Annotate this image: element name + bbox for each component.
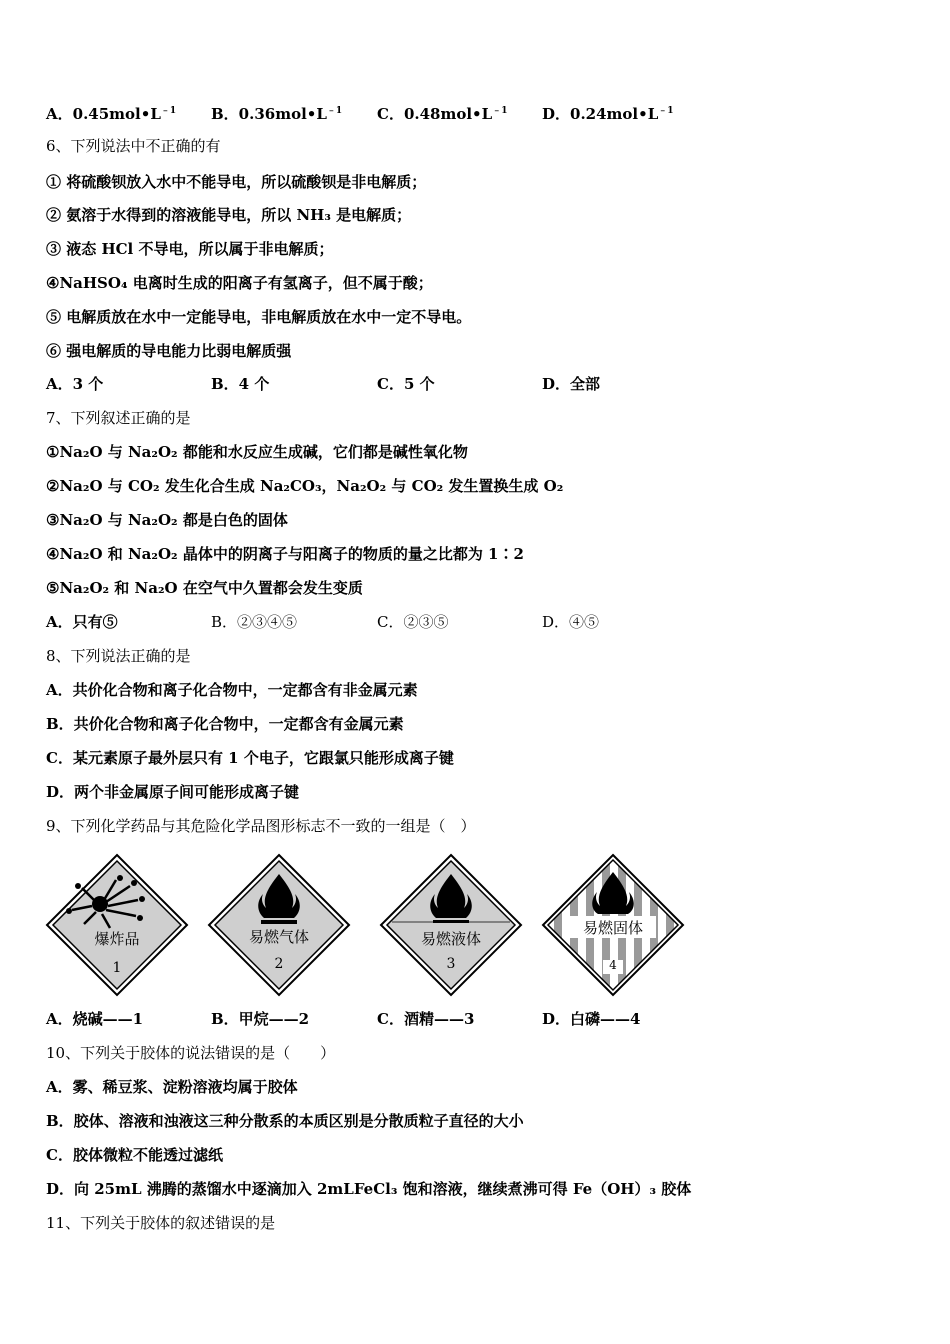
q8-option-c: C．某元素原子最外层只有 1 个电子，它跟氯只能形成离子键	[46, 749, 454, 767]
sign-label-flammable-solid: 易燃固体	[582, 919, 643, 937]
q7-option-b: B．②③④⑤	[211, 613, 298, 631]
sign-number-1: 1	[112, 960, 122, 976]
q9-option-c: C．酒精——3	[377, 1010, 475, 1028]
q6-option-c: C．5 个	[377, 375, 435, 393]
explosive-sign	[44, 852, 190, 998]
q7-option-a: A．只有⑤	[46, 613, 118, 631]
q6-item-3: ③ 液态 HCl 不导电，所以属于非电解质；	[46, 240, 334, 258]
q10-stem: 10、下列关于胶体的说法错误的是（ ）	[46, 1044, 336, 1062]
flame-icon	[378, 852, 524, 998]
q7-item-4: ④Na₂O 和 Na₂O₂ 晶体中的阴离子与阳离子的物质的量之比都为 1∶2	[46, 545, 524, 563]
q5-option-b: B．$0.36mol•L^{﹣1}$	[211, 105, 343, 123]
q7-stem: 7、下列叙述正确的是	[46, 409, 191, 427]
sign-label-explosive: 爆炸品	[94, 930, 140, 948]
q6-stem: 6、下列说法中不正确的有	[46, 137, 221, 155]
hazard-signs	[44, 852, 684, 998]
q11-stem: 11、下列关于胶体的叙述错误的是	[46, 1214, 276, 1232]
q7-item-5: ⑤Na₂O₂ 和 Na₂O 在空气中久置都会发生变质	[46, 579, 363, 597]
q7-item-1: ①Na₂O 与 Na₂O₂ 都能和水反应生成碱，它们都是碱性氧化物	[46, 443, 468, 461]
q10-option-d: D．向 25mL 沸腾的蒸馏水中逐滴加入 2mLFeCl₃ 饱和溶液，继续煮沸可得 Fe（OH）₃ 胶体	[46, 1180, 692, 1198]
q9-stem: 9、下列化学药品与其危险化学品图形标志不一致的一组是（ ）	[46, 817, 476, 835]
sign-label-flammable-liquid: 易燃液体	[420, 930, 481, 948]
q9-option-b: B．甲烷——2	[211, 1010, 310, 1028]
q8-option-b: B．共价化合物和离子化合物中，一定都含有金属元素	[46, 715, 404, 733]
q6-option-a: A．3 个	[46, 375, 104, 393]
q6-option-b: B．4 个	[211, 375, 270, 393]
sign-number-2: 2	[274, 956, 284, 972]
q9-option-d: D．白磷——4	[542, 1010, 641, 1028]
sign-number-4: 4	[609, 958, 617, 972]
q6-item-2: ② 氨溶于水得到的溶液能导电，所以 NH₃ 是电解质；	[46, 206, 412, 224]
q6-item-6: ⑥ 强电解质的导电能力比弱电解质强	[46, 342, 292, 360]
q5-option-d: D．$0.24mol•L^{﹣1}$	[542, 105, 674, 123]
q7-option-d: D．④⑤	[542, 613, 600, 631]
q8-option-d: D．两个非金属原子间可能形成离子键	[46, 783, 300, 801]
q8-stem: 8、下列说法正确的是	[46, 647, 191, 665]
q10-option-b: B．胶体、溶液和浊液这三种分散系的本质区别是分散质粒子直径的大小	[46, 1112, 524, 1130]
sign-label-flammable-gas: 易燃气体	[248, 928, 309, 946]
q6-option-d: D．全部	[542, 375, 601, 393]
q8-option-a: A．共价化合物和离子化合物中，一定都含有非金属元素	[46, 681, 418, 699]
q9-option-a: A．烧碱——1	[46, 1010, 144, 1028]
explosion-icon	[44, 852, 190, 998]
q7-item-2: ②Na₂O 与 CO₂ 发生化合生成 Na₂CO₃，Na₂O₂ 与 CO₂ 发生置换生成 O₂	[46, 477, 564, 495]
sign-number-3: 3	[446, 956, 456, 972]
q5-option-a: A．$0.45mol•L^{﹣1}$	[46, 105, 177, 123]
q10-option-a: A．雾、稀豆浆、淀粉溶液均属于胶体	[46, 1078, 298, 1096]
q6-item-5: ⑤ 电解质放在水中一定能导电，非电解质放在水中一定不导电。	[46, 308, 472, 326]
q6-item-1: ① 将硫酸钡放入水中不能导电，所以硫酸钡是非电解质；	[46, 173, 427, 191]
q6-item-4: ④NaHSO₄ 电离时生成的阳离子有氢离子，但不属于酸；	[46, 274, 433, 292]
q7-item-3: ③Na₂O 与 Na₂O₂ 都是白色的固体	[46, 511, 288, 529]
flame-icon	[206, 852, 352, 998]
flammable-solid-sign	[540, 852, 686, 998]
flammable-liquid-sign	[378, 852, 524, 998]
flammable-gas-sign	[206, 852, 352, 998]
q5-option-c: C．$0.48mol•L^{﹣1}$	[377, 105, 508, 123]
q10-option-c: C．胶体微粒不能透过滤纸	[46, 1146, 223, 1164]
q7-option-c: C．②③⑤	[377, 613, 449, 631]
